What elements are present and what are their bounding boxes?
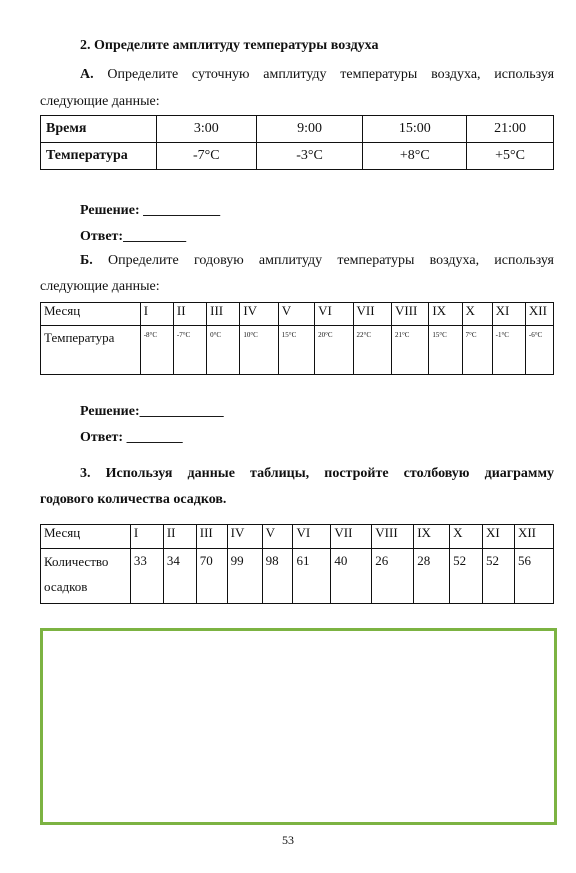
time-cell: 21:00 <box>467 116 554 143</box>
task3-heading-line2: годового количества осадков. <box>40 492 227 507</box>
precipitation-cell: 70 <box>196 549 227 604</box>
partB-text-line2: следующие данные: <box>40 279 160 294</box>
month-cell: IV <box>227 525 262 549</box>
month-cell: V <box>262 525 293 549</box>
page-number: 53 <box>282 833 294 847</box>
table-row <box>41 549 554 604</box>
precipitation-cell: 33 <box>130 549 163 604</box>
daily-temperature-table <box>40 115 554 170</box>
table-row <box>41 303 554 326</box>
precipitation-cell: 28 <box>414 549 450 604</box>
table-header-cell: Температура <box>41 143 157 170</box>
month-cell: IX <box>414 525 450 549</box>
precipitation-cell: 99 <box>227 549 262 604</box>
partA-answer: Ответ:_________ <box>80 229 187 244</box>
precipitation-cell: 56 <box>514 549 553 604</box>
precipitation-cell: 52 <box>483 549 515 604</box>
month-cell: IV <box>240 303 278 326</box>
temperature-cell: +8°C <box>363 143 467 170</box>
month-cell: XII <box>525 303 553 326</box>
month-cell: VII <box>353 303 391 326</box>
partB-answer: Ответ: ________ <box>80 430 183 445</box>
row-label-line1: Количество <box>44 554 109 569</box>
month-cell: X <box>450 525 483 549</box>
month-cell: III <box>207 303 240 326</box>
table-header-cell: Месяц <box>41 303 141 326</box>
month-cell: I <box>130 525 163 549</box>
partA-prefix: А. <box>80 67 94 82</box>
month-cell: IX <box>429 303 462 326</box>
temperature-cell: -7°C <box>156 143 256 170</box>
table-header-cell <box>41 549 131 604</box>
temperature-cell: -3°C <box>256 143 363 170</box>
partA-text-line2: следующие данные: <box>40 94 160 109</box>
temperature-cell: 15°C <box>429 326 462 375</box>
precipitation-cell: 26 <box>372 549 414 604</box>
precipitation-table <box>40 524 554 604</box>
temperature-cell: 15°C <box>278 326 314 375</box>
temperature-cell: 0°C <box>207 326 240 375</box>
task3-heading-line1 <box>80 466 554 482</box>
partB-instruction: Определите годовую амплитуду температуры воздуха, используя <box>107 253 554 268</box>
precipitation-cell: 34 <box>163 549 196 604</box>
month-cell: VI <box>315 303 353 326</box>
partB-prefix: Б. <box>80 253 93 268</box>
month-cell: VIII <box>372 525 414 549</box>
month-cell: XI <box>492 303 525 326</box>
temperature-cell: -6°C <box>525 326 553 375</box>
table-row <box>41 326 554 375</box>
month-cell: V <box>278 303 314 326</box>
month-cell: I <box>140 303 173 326</box>
task2-heading: 2. Определите амплитуду температуры воздуха <box>80 38 379 53</box>
precipitation-cell: 98 <box>262 549 293 604</box>
temperature-cell: -1°C <box>492 326 525 375</box>
precipitation-cell: 40 <box>331 549 372 604</box>
temperature-cell: 10°C <box>240 326 278 375</box>
diagram-answer-box <box>40 628 557 825</box>
temperature-cell: 20°C <box>315 326 353 375</box>
time-cell: 3:00 <box>156 116 256 143</box>
annual-temperature-table <box>40 302 554 375</box>
temperature-cell: 21°C <box>391 326 428 375</box>
month-cell: III <box>196 525 227 549</box>
temperature-cell: -7°C <box>173 326 206 375</box>
month-cell: II <box>163 525 196 549</box>
partB-text-line1 <box>80 253 554 269</box>
temperature-cell: 22°C <box>353 326 391 375</box>
precipitation-cell: 61 <box>293 549 331 604</box>
temperature-cell: +5°C <box>467 143 554 170</box>
time-cell: 9:00 <box>256 116 363 143</box>
partA-text-line1 <box>80 67 554 83</box>
time-cell: 15:00 <box>363 116 467 143</box>
month-cell: VIII <box>391 303 428 326</box>
temperature-cell: 7°C <box>462 326 492 375</box>
precipitation-cell: 52 <box>450 549 483 604</box>
table-row <box>41 525 554 549</box>
month-cell: VI <box>293 525 331 549</box>
task3-heading-text: 3. Используя данные таблицы, постройте столбовую диаграмму <box>80 466 554 481</box>
table-row <box>41 143 554 170</box>
month-cell: X <box>462 303 492 326</box>
month-cell: VII <box>331 525 372 549</box>
partA-solution: Решение: ___________ <box>80 203 221 218</box>
table-header-cell: Время <box>41 116 157 143</box>
temperature-cell: -8°C <box>140 326 173 375</box>
partB-solution: Решение:____________ <box>80 404 224 419</box>
month-cell: XII <box>514 525 553 549</box>
month-cell: II <box>173 303 206 326</box>
partA-instruction: Определите суточную амплитуду температуры воздуха, используя <box>107 67 555 82</box>
table-header-cell: Месяц <box>41 525 131 549</box>
table-row <box>41 116 554 143</box>
table-header-cell: Температура <box>41 326 141 375</box>
row-label-line2: осадков <box>44 579 88 594</box>
month-cell: XI <box>483 525 515 549</box>
